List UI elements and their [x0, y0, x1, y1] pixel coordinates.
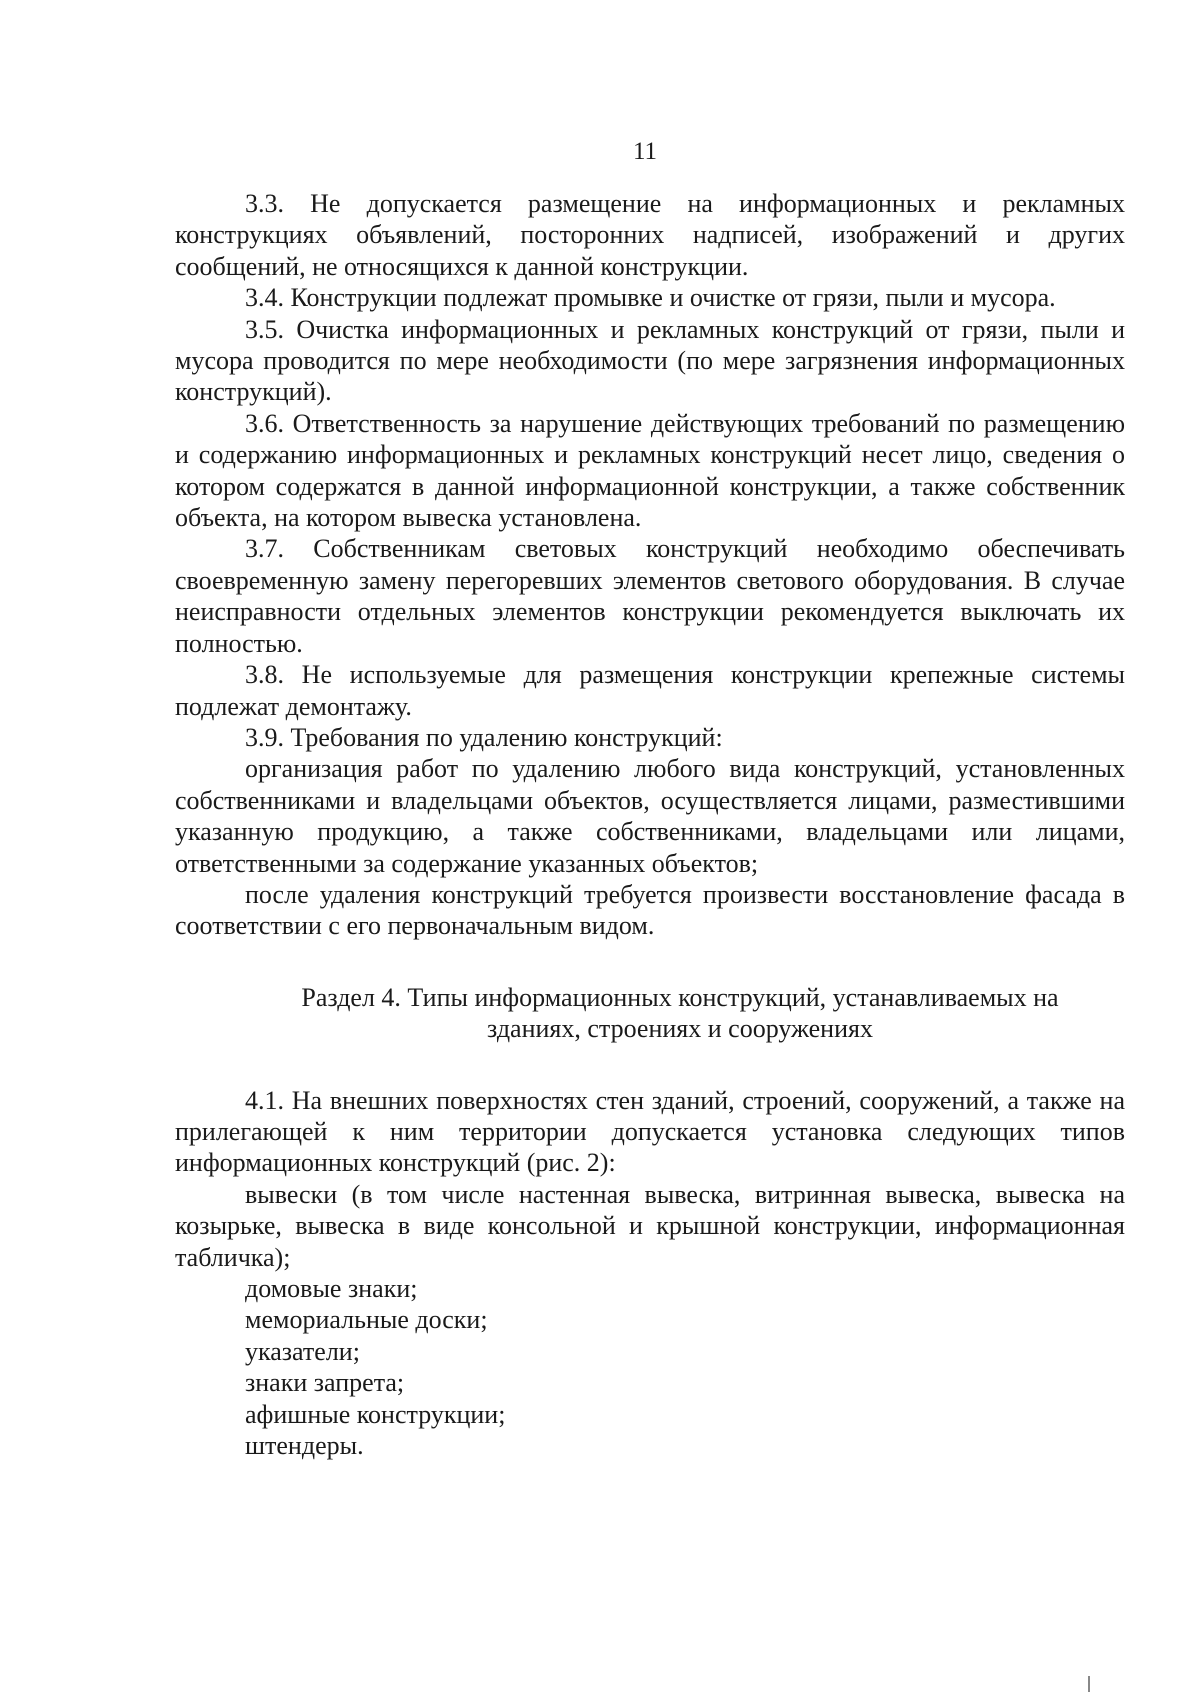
paragraph-3-6: 3.6. Ответственность за нарушение действующих требований по размещению и содержанию информационных и рекламных конструкций несет лицо, сведения о котором содержатся в данной информационной конструкции, а также собственник объекта, на котором вывеска установлена.	[175, 408, 1125, 533]
paragraph-3-9-item-1: организация работ по удалению любого вида конструкций, установленных собственниками и владельцами объектов, осуществляется лицами, разместившими указанную продукцию, а также собственниками, владельцами или лицами, ответственными за содержание указанных объектов;	[175, 754, 1125, 878]
paragraph-3-8: 3.8. Не используемые для размещения конструкции крепежные системы подлежат демонтажу.	[175, 660, 1125, 721]
list-item-memorial-plaques: мемориальные доски;	[245, 1305, 488, 1335]
paragraph-3-7: 3.7. Собственникам световых конструкций необходимо обеспечивать своевременную замену перегоревших элементов светового оборудования. В случае неисправности отдельных элементов конструкции рекомендуется выключать их полностью.	[175, 534, 1125, 658]
section-4-heading	[175, 982, 1125, 1045]
list-item-poster-structures: афишные конструкции;	[245, 1399, 506, 1429]
list-item-prohibition-signs: знаки запрета;	[245, 1368, 405, 1398]
paragraph-3-4: 3.4. Конструкции подлежат промывке и очистке от грязи, пыли и мусора.	[245, 283, 1056, 313]
paragraph-3-9-item-2: после удаления конструкций требуется произвести восстановление фасада в соответствии с его первоначальным видом.	[175, 879, 1125, 941]
section-4-heading-line-2: зданиях, строениях и сооружениях	[487, 1014, 873, 1044]
scan-artifact-mark	[1088, 1676, 1090, 1692]
paragraph-3-5: 3.5. Очистка информационных и рекламных конструкций от грязи, пыли и мусора проводится по мере необходимости (по мере загрязнения информационных конструкций).	[175, 314, 1125, 407]
list-item-sandwich-boards: штендеры.	[245, 1431, 364, 1461]
paragraph-3-3: 3.3. Не допускается размещение на информационных и рекламных конструкциях объявлений, посторонних надписей, изображений и других сообщений, не относящихся к данной конструкции.	[175, 189, 1125, 281]
document-body	[175, 188, 1125, 1461]
list-item-house-signs: домовые знаки;	[245, 1274, 418, 1303]
page-number: 11	[632, 138, 658, 165]
section-4-heading-line-1: Раздел 4. Типы информационных конструкций, устанавливаемых на	[301, 982, 1059, 1012]
paragraph-4-1-signs: вывески (в том числе настенная вывеска, витринная вывеска, вывеска на козырьке, вывеска в виде консольной и крышной конструкции, информационная табличка);	[175, 1179, 1125, 1272]
paragraph-4-1: 4.1. На внешних поверхностях стен зданий, строений, сооружений, а также на прилегающей к ним территории допускается установка следующих типов информационных конструкций (рис. 2):	[175, 1085, 1125, 1178]
paragraph-3-9: 3.9. Требования по удалению конструкций:	[245, 722, 723, 752]
list-item-pointers: указатели;	[245, 1336, 360, 1366]
